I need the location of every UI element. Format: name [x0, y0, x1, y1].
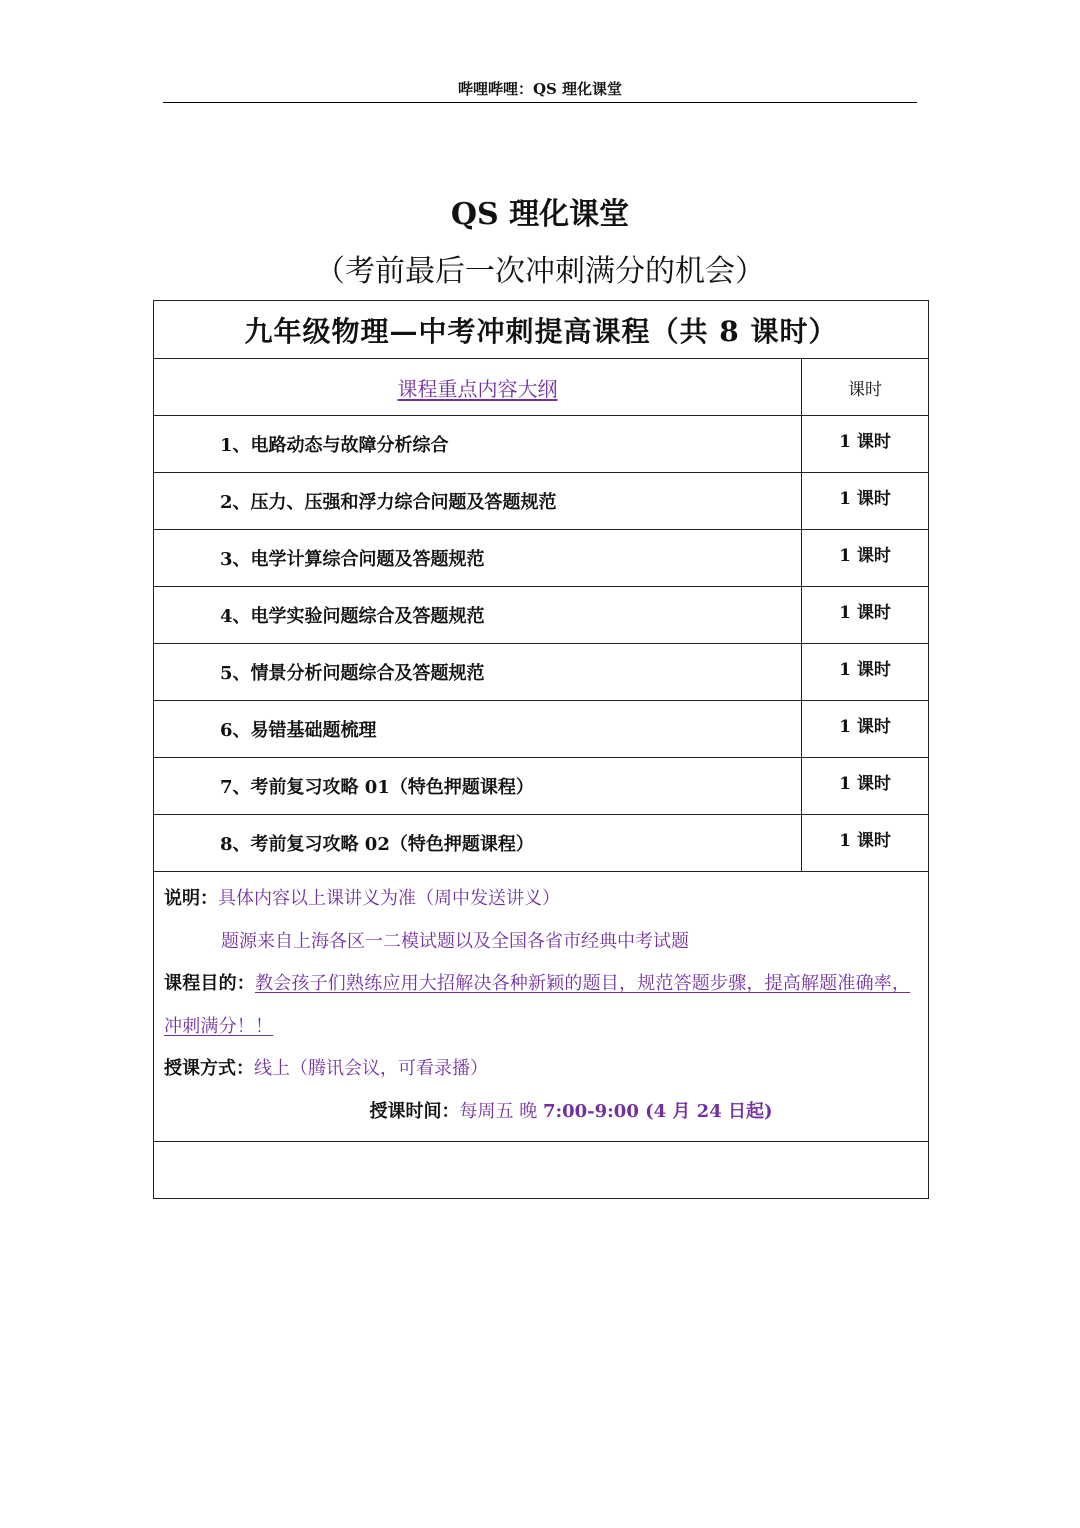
empty-row — [154, 1142, 929, 1199]
table-row — [154, 416, 929, 473]
course-title-row — [154, 301, 929, 359]
method-label: 授课方式： — [164, 1058, 254, 1079]
goal-text: 教会孩子们熟练应用大招解决各种新颖的题目，规范答题步骤，提高解题准确率，冲刺满分！！ — [164, 973, 911, 1037]
lesson-hours: 1 课时 — [802, 530, 929, 587]
explanation-label: 说明： — [164, 888, 218, 909]
table-header-row — [154, 359, 929, 416]
lesson-hours: 1 课时 — [802, 758, 929, 815]
time-text-hours: 7:00-9:00 (4 月 24 日起) — [542, 1100, 773, 1122]
course-title: 九年级物理—中考冲刺提高课程（共 8 课时） — [154, 301, 929, 359]
lesson-name: 3、电学计算综合问题及答题规范 — [154, 530, 802, 587]
lesson-name: 7、考前复习攻略 01（特色押题课程） — [154, 758, 802, 815]
lesson-hours: 1 课时 — [802, 701, 929, 758]
table-row — [154, 530, 929, 587]
lesson-hours: 1 课时 — [802, 644, 929, 701]
empty-cell — [154, 1142, 929, 1199]
page-subtitle: （考前最后一次冲刺满分的机会） — [315, 254, 765, 289]
explanation-line — [164, 878, 918, 921]
lesson-name: 1、电路动态与故障分析综合 — [154, 416, 802, 473]
lesson-name: 8、考前复习攻略 02（特色押题课程） — [154, 815, 802, 872]
lesson-hours: 1 课时 — [802, 473, 929, 530]
page-header-text: 哔哩哔哩：QS 理化课堂 — [457, 80, 623, 98]
table-row — [154, 701, 929, 758]
syllabus-table — [153, 300, 929, 1199]
lesson-name: 4、电学实验问题综合及答题规范 — [154, 587, 802, 644]
notes-cell — [154, 872, 929, 1142]
goal-label: 课程目的： — [164, 973, 255, 994]
lesson-hours: 1 课时 — [802, 416, 929, 473]
lesson-name: 5、情景分析问题综合及答题规范 — [154, 644, 802, 701]
page-title: QS 理化课堂 — [450, 197, 630, 232]
goal-line — [164, 963, 918, 1048]
outline-header: 课程重点内容大纲 — [154, 359, 802, 416]
table-row — [154, 815, 929, 872]
page-header — [163, 78, 917, 103]
source-line: 题源来自上海各区一二模试题以及全国各省市经典中考试题 — [221, 930, 689, 952]
table-row — [154, 644, 929, 701]
lesson-name: 2、压力、压强和浮力综合问题及答题规范 — [154, 473, 802, 530]
method-line — [164, 1048, 918, 1091]
table-row — [154, 473, 929, 530]
lesson-hours: 1 课时 — [802, 815, 929, 872]
time-label: 授课时间： — [369, 1100, 460, 1122]
table-row — [154, 587, 929, 644]
table-row — [154, 758, 929, 815]
lesson-hours: 1 课时 — [802, 587, 929, 644]
method-text: 线上（腾讯会议，可看录播） — [254, 1058, 488, 1079]
time-text-day: 每周五 晚 — [459, 1100, 543, 1122]
time-line — [164, 1091, 918, 1134]
notes-row — [154, 872, 929, 1142]
lesson-name: 6、易错基础题梳理 — [154, 701, 802, 758]
explanation-text: 具体内容以上课讲义为准（周中发送讲义） — [218, 888, 560, 909]
hours-header: 课时 — [802, 359, 929, 416]
